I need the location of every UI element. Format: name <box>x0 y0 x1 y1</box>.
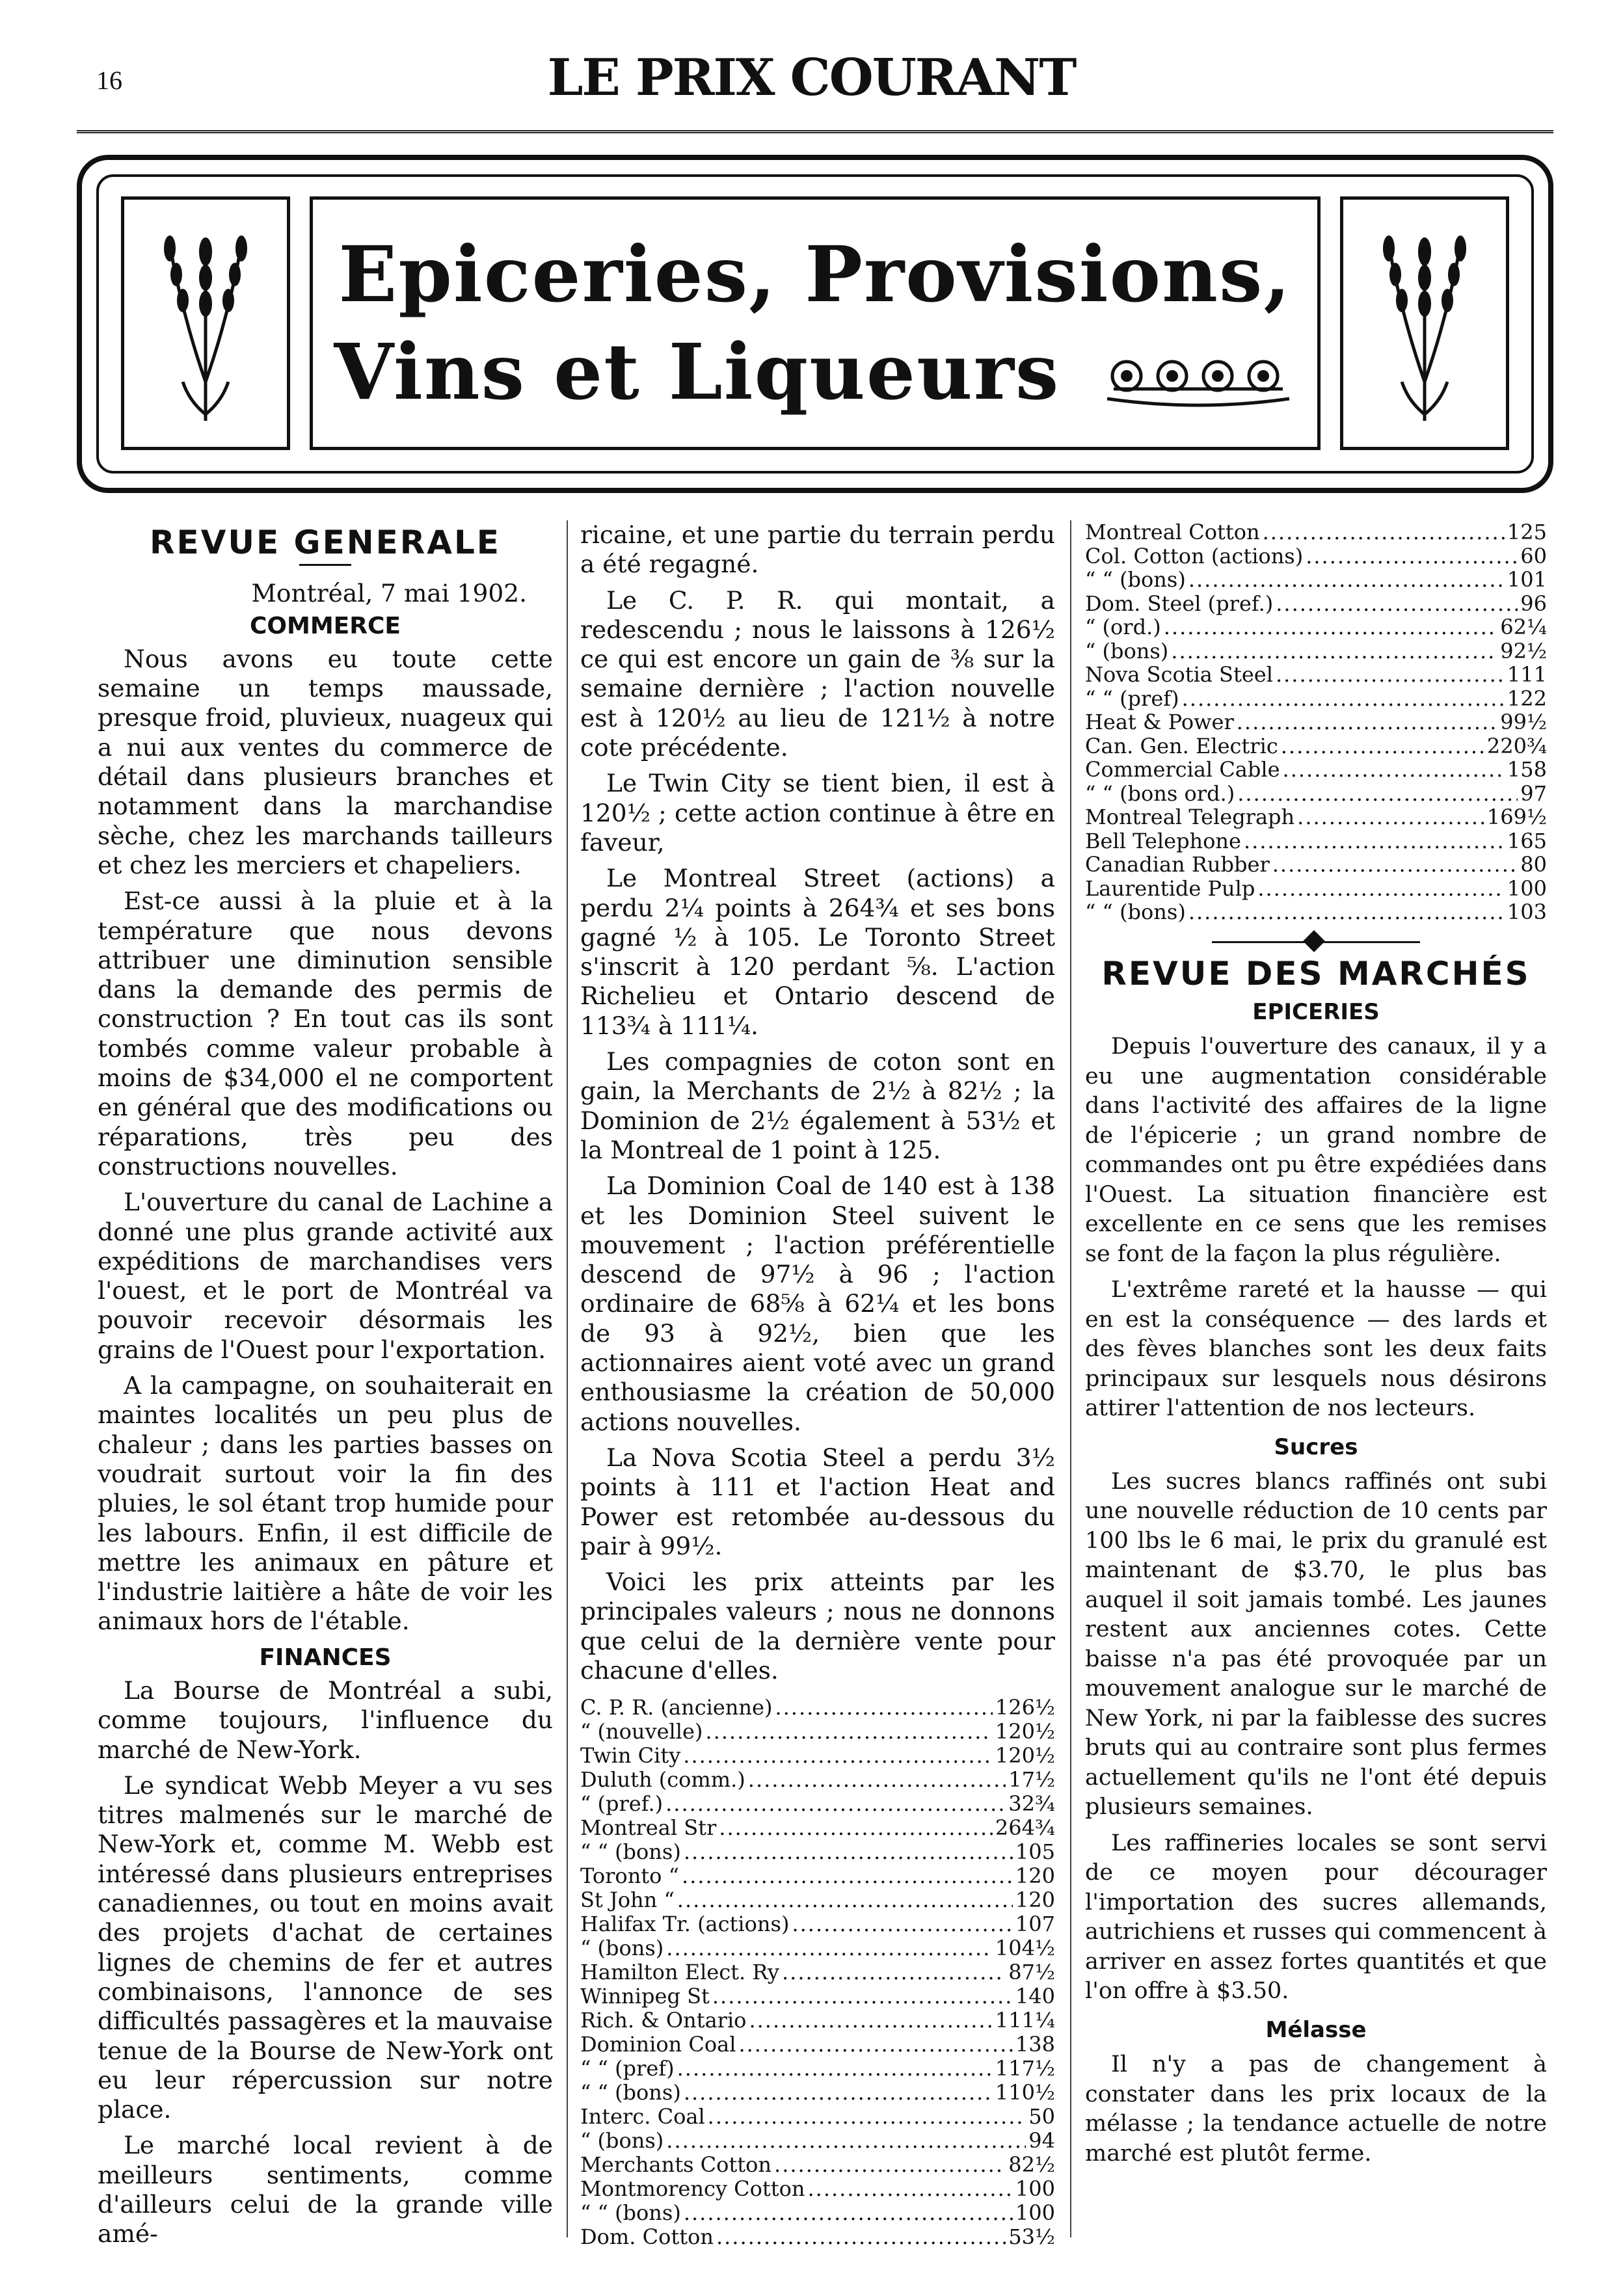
paragraph: L'extrême rareté et la hausse — qui en est la conséquence — des lards et des fèves blanches sont les deux faits principaux sur lesquels nous désirons attirer l'attention de nos lecteurs. <box>1085 1277 1547 1422</box>
price-value: 107 <box>1015 1912 1055 1937</box>
price-row <box>580 2177 1055 2201</box>
price-value: 80 <box>1520 852 1547 877</box>
column-3 <box>1085 520 1547 2175</box>
price-name: Twin City <box>580 1743 681 1769</box>
price-value: 165 <box>1507 828 1547 853</box>
price-row <box>580 1768 1055 1792</box>
price-row <box>1085 758 1547 782</box>
price-row <box>580 1696 1055 1720</box>
price-name: Commercial Cable <box>1085 757 1280 782</box>
price-value: 32¾ <box>1008 1791 1055 1817</box>
subheading-commerce: COMMERCE <box>250 612 401 639</box>
price-row <box>1085 687 1547 711</box>
price-value: 53½ <box>1008 2224 1055 2250</box>
price-row <box>1085 734 1547 758</box>
paragraph: Les compagnies de coton sont en gain, la Merchants de 2½ à 82½ ; la Dominion de 2½ également à 53½ et la Montreal de 1 point à 125. <box>580 1047 1055 1164</box>
subheading-finances: FINANCES <box>259 1644 392 1671</box>
paragraph: Est-ce aussi à la pluie et à la température que nous devons attribuer une diminution sensible dans la demande des permis de construction ? En tout cas ils sont tombés comme valeur probable à moins de $34,000 el ne comportent en général que des modifications ou réparations, très peu des constructions nouvelles. <box>98 887 553 1181</box>
price-row <box>580 1864 1055 1888</box>
price-value: 122 <box>1507 686 1547 711</box>
price-row <box>580 2129 1055 2153</box>
subheading-sucres: Sucres <box>1274 1434 1358 1460</box>
price-value: 50 <box>1028 2104 1055 2129</box>
price-name: “ “ (bons) <box>580 2080 681 2105</box>
price-row <box>580 1840 1055 1864</box>
subheading-melasse: Mélasse <box>1265 2016 1367 2043</box>
price-value: 105 <box>1015 1839 1055 1865</box>
paragraph: A la campagne, on souhaiterait en maintes localités un peu plus de chaleur ; dans les parties basses on voudrait surtout voir la fin des pluies, le sol étant trop humide pour les labours. Enfin, il est difficile de mettre les animaux en pâture et l'industrie laitière a hâte de voir les animaux hors de l'étable. <box>98 1371 553 1636</box>
price-name: Canadian Rubber <box>1085 852 1270 877</box>
paragraph: Le C. P. R. qui montait, a redescendu ; nous le laissons à 126½ ce qui est encore un gain de ⅜ sur la semaine dernière ; l'action nouvelle est à 120½ au lieu de 121½ à notre cote précédente. <box>580 585 1055 762</box>
header-rule <box>77 130 1553 133</box>
price-name: Montmorency Cotton <box>580 2176 805 2202</box>
price-value: 60 <box>1520 543 1547 568</box>
column-divider <box>1070 520 1071 2237</box>
price-name: Dominion Coal <box>580 2032 736 2057</box>
price-value: 17½ <box>1008 1767 1055 1793</box>
price-row <box>580 1792 1055 1816</box>
price-row <box>1085 663 1547 687</box>
price-value: 100 <box>1507 875 1547 901</box>
price-name: Col. Cotton (actions) <box>1085 543 1304 568</box>
price-value: 126½ <box>995 1695 1055 1720</box>
price-row <box>580 2057 1055 2081</box>
price-value: 62¼ <box>1500 615 1547 639</box>
price-row <box>1085 900 1547 924</box>
left-wheat-panel <box>121 196 290 450</box>
price-name: Can. Gen. Electric <box>1085 733 1278 758</box>
paragraph: Depuis l'ouverture des canaux, il y a eu une augmentation considérable dans l'activité des affaires de la ligne de l'épicerie ; un grand nombre de commandes ont pu être expédiées dans l'Ouest. La situation financière est excellente en ce sens que les remises se font de la façon la plus régulière. <box>1085 1034 1547 1267</box>
price-value: 111¼ <box>995 2008 1055 2033</box>
price-name: “ (ord.) <box>1085 615 1161 639</box>
price-name: Merchants Cotton <box>580 2152 772 2178</box>
paragraph: Voici les prix atteints par les principales valeurs ; nous ne donnons que celui de la dernière vente pour chacune d'elles. <box>580 1568 1055 1685</box>
price-row <box>1085 782 1547 806</box>
price-name: “ “ (bons) <box>1085 567 1186 592</box>
price-row <box>1085 639 1547 663</box>
price-name: Dom. Steel (pref.) <box>1085 591 1274 616</box>
column-1 <box>98 520 553 2256</box>
paragraph: Le Montreal Street (actions) a perdu 2¼ points à 264¾ et ses bons gagné ½ à 105. Le Toronto Street s'inscrit à 120 perdant ⅝. L'action Richelieu et Ontario descend de 113¾ à 111¼. <box>580 864 1055 1040</box>
price-row <box>580 2105 1055 2129</box>
price-value: 82½ <box>1008 2152 1055 2178</box>
price-value: 140 <box>1015 1984 1055 2009</box>
price-row <box>1085 710 1547 734</box>
price-value: 100 <box>1015 2176 1055 2202</box>
masthead-logo: LE PRIX COURANT <box>547 48 1076 107</box>
price-name: Nova Scotia Steel <box>1085 662 1273 687</box>
heading-rule <box>299 564 351 566</box>
dateline: Montréal, 7 mai 1902. <box>251 579 527 608</box>
price-name: St John “ <box>580 1888 675 1913</box>
price-name: “ “ (bons) <box>1085 900 1186 924</box>
price-value: 100 <box>1015 2200 1055 2226</box>
price-name: “ (nouvelle) <box>580 1719 703 1744</box>
banner-title-line-1: Epiceries, Provisions, <box>338 229 1292 319</box>
price-value: 101 <box>1507 567 1547 592</box>
price-row <box>580 2009 1055 2033</box>
subheading-epiceries: EPICERIES <box>1252 998 1380 1025</box>
paragraph: ricaine, et une partie du terrain perdu a été regagné. <box>580 520 1055 579</box>
price-name: Montreal Telegraph <box>1085 805 1295 829</box>
price-name: Heat & Power <box>1085 710 1234 734</box>
price-row <box>1085 520 1547 544</box>
price-row <box>1085 568 1547 592</box>
price-value: 138 <box>1015 2032 1055 2057</box>
wheat-icon <box>1363 219 1486 427</box>
paragraph: La Nova Scotia Steel a perdu 3½ points à 111 et l'action Heat and Power est retombée au-dessous du pair à 99½. <box>580 1443 1055 1560</box>
section-banner <box>77 155 1553 493</box>
price-value: 264¾ <box>995 1815 1055 1841</box>
price-name: Duluth (comm.) <box>580 1767 745 1793</box>
price-row <box>580 1960 1055 1984</box>
price-value: 120 <box>1015 1863 1055 1889</box>
paragraph: La Dominion Coal de 140 est à 138 et les Dominion Steel suivent le mouvement ; l'action préférentielle descend de 97½ à 96 ; l'action ordinaire de 68⅝ à 62¼ et les bons de 93 à 92½, bien que les actionnaires aient voté avec un grand enthousiasme la création de 50,000 actions nouvelles. <box>580 1171 1055 1436</box>
banner-title-line-2: Vins et Liqueurs <box>334 327 1060 417</box>
banner-title-box <box>310 196 1321 450</box>
price-value: 99½ <box>1500 710 1547 734</box>
price-value: 120 <box>1015 1888 1055 1913</box>
price-row <box>580 2225 1055 2249</box>
banner-title-line-2-wrap <box>334 323 1296 421</box>
price-row <box>580 1720 1055 1744</box>
price-row <box>580 2201 1055 2225</box>
price-value: 97 <box>1520 781 1547 806</box>
price-row <box>1085 615 1547 639</box>
paragraph: L'ouverture du canal de Lachine a donné une plus grande activité aux expéditions de marchandises vers l'ouest, et le port de Montréal va pouvoir recevoir désormais les grains de l'Ouest pour l'exportation. <box>98 1188 553 1364</box>
paragraph: Le marché local revient à de meilleurs sentiments, comme d'ailleurs celui de la grande ville amé- <box>98 2131 553 2249</box>
price-name: “ “ (pref) <box>580 2056 675 2081</box>
price-row <box>1085 853 1547 877</box>
price-value: 125 <box>1507 520 1547 544</box>
paragraph: Le syndicat Webb Meyer a vu ses titres malmenés sur le marché de New-York et, comme M. Webb est intéressé dans plusieurs entreprises canadiennes, ou tout en moins avait des projets d'achat de certaines lignes de chemins de fer et autres combinaisons, l'annonce de ses difficultés passagères et la mauvaise tenue de la Bourse de New-York ont eu leur répercussion sur notre place. <box>98 1770 553 2124</box>
price-value: 92½ <box>1500 638 1547 663</box>
paragraph: La Bourse de Montréal a subi, comme toujours, l'influence du marché de New-York. <box>98 1675 553 1764</box>
price-name: Rich. & Ontario <box>580 2008 747 2033</box>
wheat-icon <box>144 219 267 427</box>
paragraph: Nous avons eu toute cette semaine un temps maussade, presque froid, pluvieux, nuageux qui a nui aux ventes du commerce de détail dans plusieurs branches et notamment dans la marchandise sèche, chez les marchands tailleurs et chez les merciers et chapeliers. <box>98 644 553 879</box>
price-row <box>580 1912 1055 1936</box>
section-heading-revue-generale: REVUE GENERALE <box>150 524 501 561</box>
price-value: 87½ <box>1008 1960 1055 1985</box>
price-name: “ “ (bons) <box>580 2200 681 2226</box>
price-name: “ (pref.) <box>580 1791 664 1817</box>
paragraph: Il n'y a pas de changement à constater dans les prix locaux de la mélasse ; la tendance actuelle de notre marché est plutôt ferme. <box>1085 2051 1547 2167</box>
price-value: 96 <box>1520 591 1547 616</box>
price-value: 220¾ <box>1486 733 1547 758</box>
price-name: Dom. Cotton <box>580 2224 714 2250</box>
price-value: 94 <box>1028 2128 1055 2154</box>
price-name: “ “ (bons ord.) <box>1085 781 1235 806</box>
price-row <box>580 2033 1055 2057</box>
price-name: Hamilton Elect. Ry <box>580 1960 779 1985</box>
page-number: 16 <box>96 66 122 95</box>
price-name: Bell Telephone <box>1085 828 1241 853</box>
price-name: “ “ (bons) <box>580 1839 681 1865</box>
price-value: 120½ <box>995 1743 1055 1769</box>
price-row <box>580 1888 1055 1912</box>
price-row <box>580 1744 1055 1768</box>
price-name: Winnipeg St <box>580 1984 710 2009</box>
price-value: 110½ <box>995 2080 1055 2105</box>
price-value: 169½ <box>1486 805 1547 829</box>
price-name: C. P. R. (ancienne) <box>580 1695 773 1720</box>
price-value: 111 <box>1507 662 1547 687</box>
column-divider <box>567 520 568 2237</box>
price-value: 103 <box>1507 900 1547 924</box>
stock-price-list-continued <box>1085 520 1547 924</box>
price-row <box>580 2081 1055 2105</box>
price-row <box>580 1936 1055 1960</box>
price-name: “ (bons) <box>580 2128 664 2154</box>
paragraph: Le Twin City se tient bien, il est à 120½ ; cette action continue à être en faveur, <box>580 769 1055 857</box>
price-name: “ “ (pref) <box>1085 686 1179 711</box>
price-name: “ (bons) <box>580 1936 664 1961</box>
price-value: 120½ <box>995 1719 1055 1744</box>
price-value: 104½ <box>995 1936 1055 1961</box>
paragraph: Les raffineries locales se sont servi de ce moyen pour décourager l'importation des sucres allemands, autrichiens et russes qui commencent à arriver en assez fortes quantités et que l'on offre à $3.50. <box>1085 1830 1547 2005</box>
flourish-ornament-icon <box>1101 350 1296 408</box>
price-name: Toronto “ <box>580 1863 679 1889</box>
price-name: Halifax Tr. (actions) <box>580 1912 790 1937</box>
section-heading-revue-des-marches: REVUE DES MARCHÉS <box>1101 954 1531 993</box>
stock-price-list <box>580 1696 1055 2249</box>
price-row <box>1085 877 1547 901</box>
price-value: 117½ <box>995 2056 1055 2081</box>
price-row <box>580 1816 1055 1840</box>
price-row <box>1085 805 1547 829</box>
right-wheat-panel <box>1340 196 1509 450</box>
diamond-divider <box>1212 932 1420 952</box>
price-name: Montreal Str <box>580 1815 717 1841</box>
price-row <box>580 2153 1055 2177</box>
column-2 <box>580 520 1055 2249</box>
price-row <box>1085 829 1547 853</box>
price-name: Laurentide Pulp <box>1085 875 1255 901</box>
price-row <box>1085 544 1547 568</box>
price-name: “ (bons) <box>1085 638 1169 663</box>
price-row <box>580 1984 1055 2009</box>
price-row <box>1085 592 1547 616</box>
price-name: Interc. Coal <box>580 2104 705 2129</box>
price-value: 158 <box>1507 757 1547 782</box>
paragraph: Les sucres blancs raffinés ont subi une nouvelle réduction de 10 cents par 100 lbs le 6 mai, le prix du granulé est maintenant de $3.70, le plus bas auquel il soit jamais tombé. Les jaunes restent aux anciennes cotes. Cette baisse n'a pas été provoquée par un mouvement analogue sur le marché de New York, ni par la faiblesse des sucres bruts qui au contraire sont plus fermes actuellement qu'ils ne l'ont été depuis plusieurs semaines. <box>1085 1468 1547 1821</box>
price-name: Montreal Cotton <box>1085 520 1260 544</box>
